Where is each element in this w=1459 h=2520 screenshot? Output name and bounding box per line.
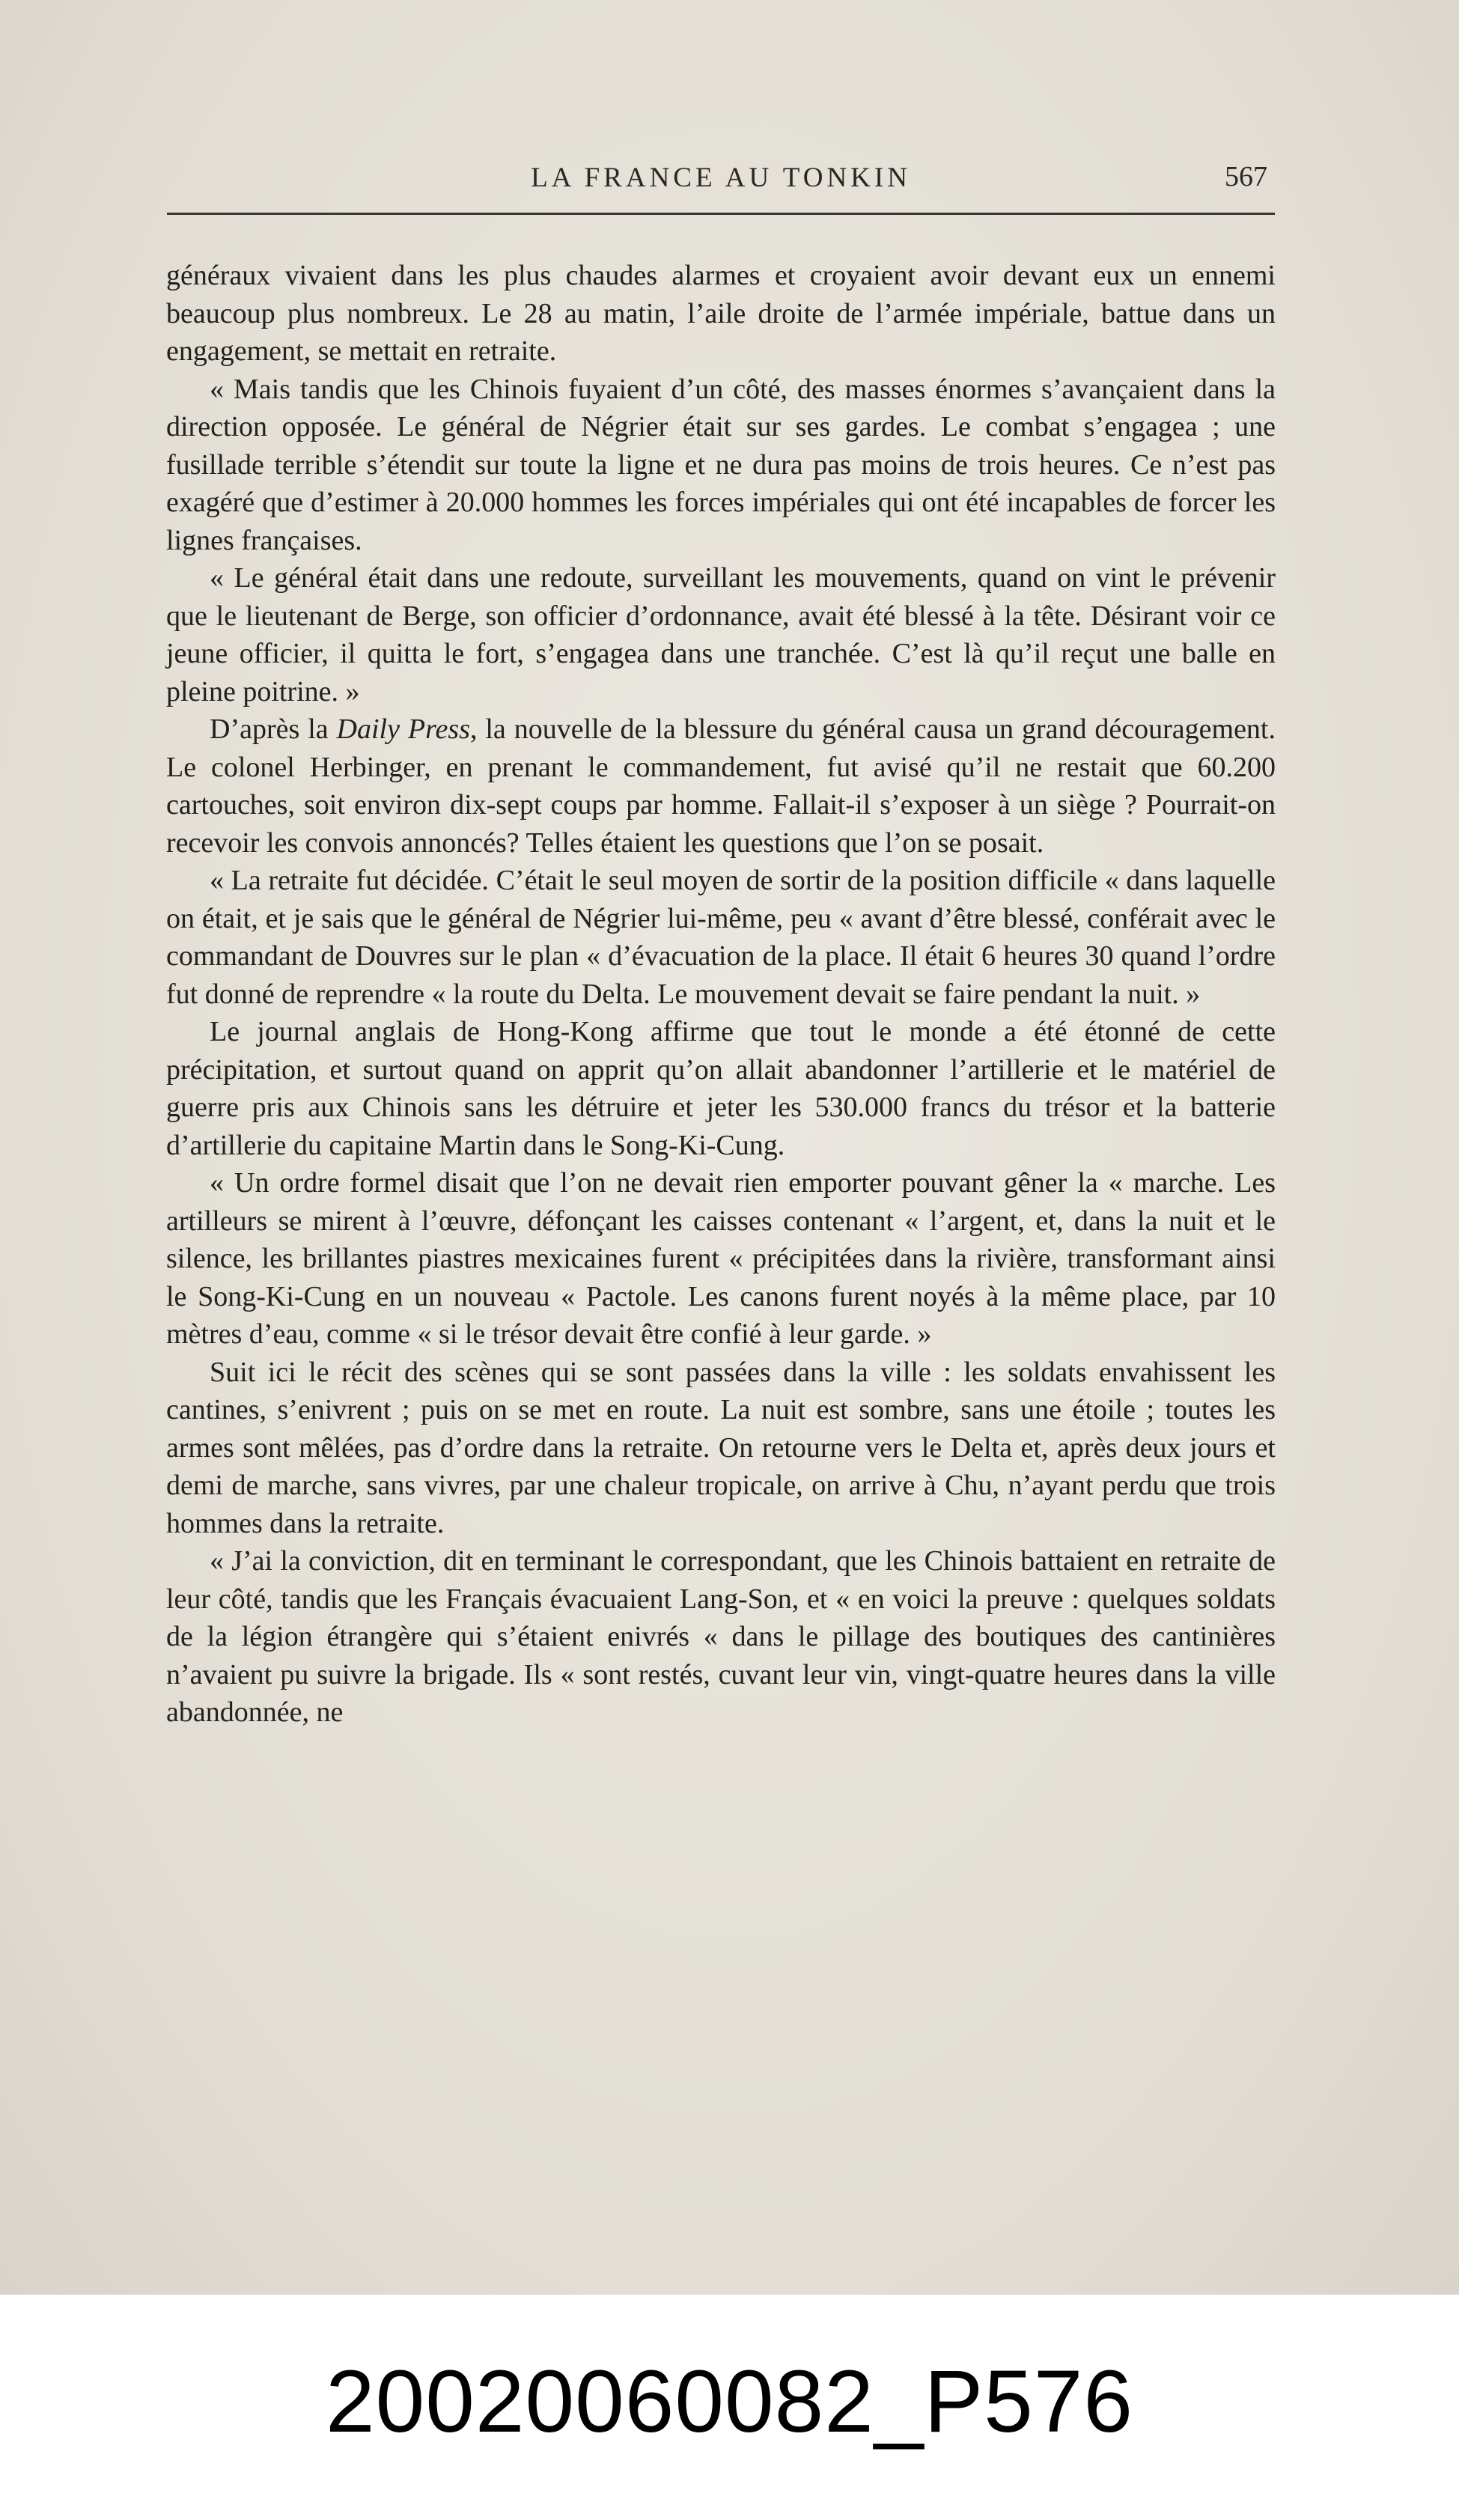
text-run: D’après la [210,713,337,745]
paragraph [166,1013,1276,1164]
text-run: « J’ai la conviction, dit en terminant le correspondant, que les Chinois battaient en retraite de leur côté, tandis que les Français évacuaient Lang-Son, et « en voici la preuve : quelques soldats de la légion étrangère qui s’étaient enivrés « dans le pillage des boutiques des cantinières n’avaient pu suivre la brigade. Ils « sont restés, cuvant leur vin, vingt-quatre heures dans la ville abandonnée, ne [166,1545,1276,1728]
text-run: généraux vivaient dans les plus chaudes alarmes et croyaient avoir devant eux un ennemi beaucoup plus nombreux. Le 28 au matin, l’aile droite de l’armée impériale, battue dans un engagement, se mettait en retraite. [166,260,1276,367]
archive-id-label: 20020060082_P576 [325,2352,1134,2451]
paragraph [166,1164,1276,1354]
italic-title: Daily Press [336,713,470,745]
text-run: , la nouvelle de la blessure du général causa un grand découragement. Le colonel Herbinger, en prenant le commandement, fut avisé qu’il ne restait que 60.200 cartouches, soit environ dix-sept coups par homme. Fallait-il s’exposer à un siège ? Pourrait-on recevoir les convois annoncés? Telles étaient les questions que l’on se posait. [166,713,1276,859]
paragraph [166,257,1276,371]
text-run: « Le général était dans une redoute, surveillant les mouvements, quand on vint le prévenir que le lieutenant de Berge, son officier d’ordonnance, avait été blessé à la tête. Désirant voir ce jeune officier, il quitta le fort, s’engagea dans une tranchée. C’est là qu’il reçut une balle en pleine poitrine. » [166,562,1276,707]
paragraph [166,862,1276,1013]
page-number: 567 [1225,161,1267,192]
paragraph [166,1354,1276,1543]
text-run: « Un ordre formel disait que l’on ne devait rien emporter pouvant gêner la « marche. Les artilleurs se mirent à l’œuvre, défonçant les caisses contenant « l’argent, et, dans la nuit et le silence, les brillantes piastres mexicaines furent « précipitées dans la rivière, transformant ainsi le Song-Ki-Cung en un nouveau « Pactole. Les canons furent noyés à la même place, par 10 mètres d’eau, comme « si le trésor devait être confié à leur garde. » [166,1167,1276,1350]
body-text [166,257,1276,1732]
header-rule [167,213,1275,215]
paragraph [166,710,1276,862]
text-run: Suit ici le récit des scènes qui se sont passées dans la ville : les soldats envahissent les cantines, s’enivrent ; puis on se met en route. La nuit est sombre, sans une étoile ; toutes les armes sont mêlées, pas d’ordre dans la retraite. On retourne vers le Delta et, après deux jours et demi de marche, sans vivres, par une chaleur tropicale, on arrive à Chu, n’ayant perdu que trois hommes dans la retraite. [166,1356,1276,1539]
text-run: « La retraite fut décidée. C’était le seul moyen de sortir de la position difficile « dans laquelle on était, et je sais que le général de Négrier lui-même, peu « avant d’être blessé, conférait avec le commandant de Douvres sur le plan « d’évacuation de la place. Il était 6 heures 30 quand l’ordre fut donné de reprendre « la route du Delta. Le mouvement devait se faire pendant la nuit. » [166,865,1276,1010]
running-title: LA FRANCE AU TONKIN [531,162,911,193]
paragraph [166,1542,1276,1732]
text-run: « Mais tandis que les Chinois fuyaient d’un côté, des masses énormes s’avançaient dans la direction opposée. Le général de Négrier était sur ses gardes. Le combat s’engagea ; une fusillade terrible s’étendit sur toute la ligne et ne dura pas moins de trois heures. Ce n’est pas exagéré que d’estimer à 20.000 hommes les forces impériales qui ont été incapables de forcer les lignes françaises. [166,373,1276,556]
text-run: Le journal anglais de Hong-Kong affirme que tout le monde a été étonné de cette précipitation, et surtout quand on apprit qu’on allait abandonner l’artillerie et le matériel de guerre pris aux Chinois sans les détruire et jeter les 530.000 francs du trésor et la batterie d’artillerie du capitaine Martin dans le Song-Ki-Cung. [166,1016,1276,1161]
paragraph [166,559,1276,710]
paragraph [166,371,1276,560]
running-head [167,150,1275,210]
